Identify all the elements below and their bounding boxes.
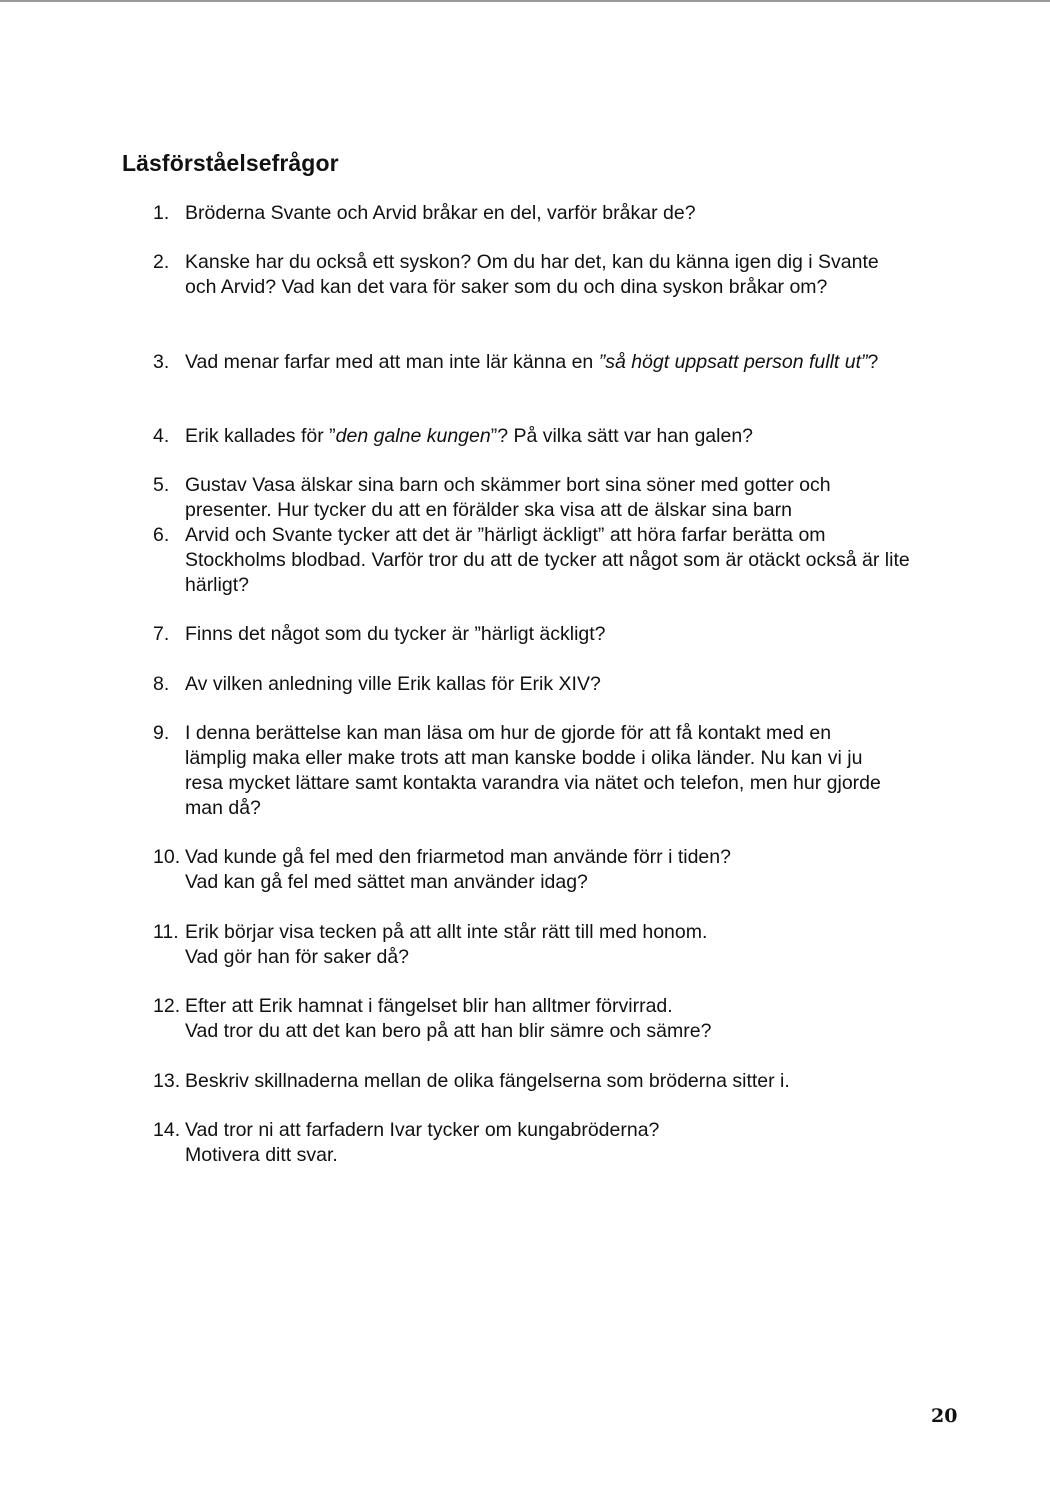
question-text: Arvid och Svante tycker att det är ”härligt äckligt” att höra farfar berätta om Stockholms blodbad. Varför tror du att de tycker att något som är otäckt också är lite härligt? — [185, 524, 910, 596]
question-text: Erik kallades för ”den galne kungen”? På vilka sätt var han galen? — [185, 425, 754, 447]
question-text: Gustav Vasa älskar sina barn och skämmer bort sina söner med gotter och presenter. Hur tycker du att en förälder ska visa att de älskar sina barn — [185, 474, 831, 521]
question-item — [153, 622, 913, 647]
page-number: 20 — [931, 1405, 958, 1427]
question-item — [153, 1118, 913, 1168]
question-item — [153, 250, 893, 300]
question-item — [153, 473, 913, 523]
question-text: Bröderna Svante och Arvid bråkar en del, varför bråkar de? — [185, 202, 696, 224]
question-text: Beskriv skillnaderna mellan de olika fängelserna som bröderna sitter i. — [185, 1070, 790, 1092]
question-text: Av vilken anledning ville Erik kallas för Erik XIV? — [185, 673, 601, 695]
question-item — [153, 350, 893, 375]
question-number: 7. — [153, 623, 170, 645]
quoted-phrase: den galne kungen — [335, 425, 491, 447]
question-number: 11. — [153, 921, 179, 943]
question-text: Finns det något som du tycker är ”härligt äckligt? — [185, 623, 606, 645]
top-border-line — [0, 0, 1050, 2]
question-number: 10. — [153, 846, 181, 868]
question-number: 3. — [153, 351, 170, 373]
question-item — [153, 523, 913, 598]
question-item — [153, 672, 913, 697]
question-number: 12. — [153, 995, 181, 1017]
question-text: Vad menar farfar med att man inte lär känna en ”så högt uppsatt person fullt ut”? — [185, 351, 879, 373]
question-item — [153, 920, 913, 970]
page-heading: Läsförståelsefrågor — [122, 150, 339, 176]
question-text: Efter att Erik hamnat i fängelset blir han alltmer förvirrad. Vad tror du att det kan bero på att han blir sämre och sämre? — [185, 995, 712, 1042]
question-number: 9. — [153, 722, 170, 744]
question-number: 13. — [153, 1070, 181, 1092]
question-text: Kanske har du också ett syskon? Om du har det, kan du känna igen dig i Svante och Arvid? Vad kan det vara för saker som du och dina syskon bråkar om? — [185, 251, 879, 298]
question-text: I denna berättelse kan man läsa om hur de gjorde för att få kontakt med en lämplig maka eller make trots att man kanske bodde i olika länder. Nu kan vi ju resa mycket lättare samt kontakta varandra via nätet och telefon, men hur gjorde man då? — [185, 722, 881, 819]
question-item — [153, 201, 913, 226]
question-text: Erik börjar visa tecken på att allt inte står rätt till med honom. Vad gör han för saker då? — [185, 921, 708, 968]
question-number: 5. — [153, 474, 170, 496]
question-number: 2. — [153, 251, 170, 273]
question-text: Vad kunde gå fel med den friarmetod man använde förr i tiden? Vad kan gå fel med sättet man använder idag? — [185, 846, 731, 893]
quoted-phrase: ”så högt uppsatt person fullt ut” — [598, 351, 868, 373]
question-item — [153, 994, 913, 1044]
question-item — [153, 845, 913, 895]
question-number: 6. — [153, 524, 170, 546]
question-number: 14. — [153, 1119, 181, 1141]
question-number: 4. — [153, 425, 170, 447]
question-text: Vad tror ni att farfadern Ivar tycker om kungabröderna? Motivera ditt svar. — [185, 1119, 660, 1166]
question-number: 8. — [153, 673, 170, 695]
question-item — [153, 424, 913, 449]
question-item — [153, 721, 883, 821]
question-number: 1. — [153, 202, 170, 224]
question-item — [153, 1069, 913, 1094]
